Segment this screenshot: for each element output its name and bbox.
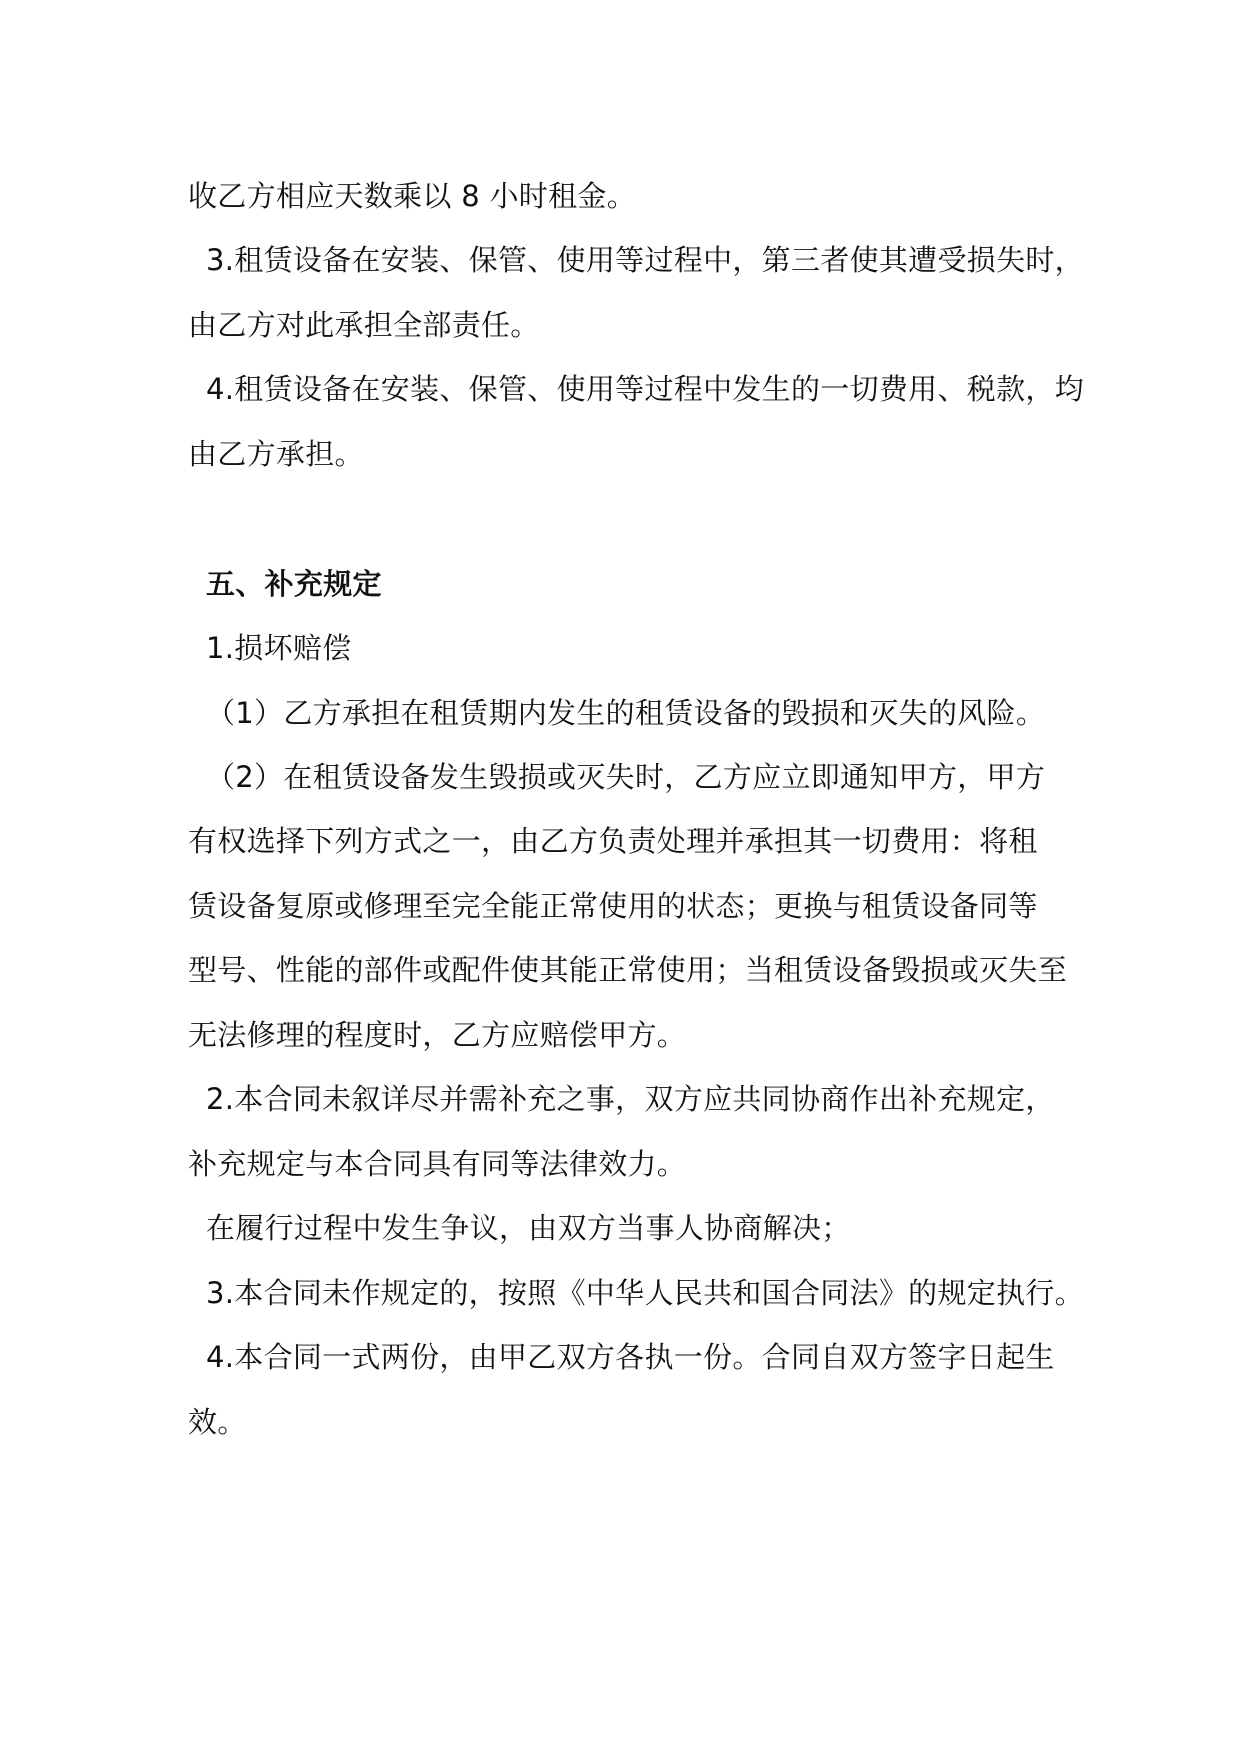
text-line: 由乙方承担。: [188, 437, 364, 471]
section-heading: 五、补充规定: [206, 567, 382, 601]
text-line: 2.本合同未叙详尽并需补充之事，双方应共同协商作出补充规定，: [206, 1082, 1055, 1116]
text-line: 由乙方对此承担全部责任。: [188, 308, 540, 342]
text-line: （2）在租赁设备发生毁损或灭失时，乙方应立即通知甲方，甲方: [206, 760, 1046, 794]
text-line: 型号、性能的部件或配件使其能正常使用；当租赁设备毁损或灭失至: [188, 953, 1068, 987]
text-line: 3.本合同未作规定的，按照《中华人民共和国合同法》的规定执行。: [206, 1276, 1084, 1310]
text-line: （1）乙方承担在租赁期内发生的租赁设备的毁损和灭失的风险。: [206, 696, 1046, 730]
text-line: 效。: [188, 1405, 247, 1439]
text-line: 收乙方相应天数乘以 8 小时租金。: [188, 179, 636, 213]
text-line: 在履行过程中发生争议，由双方当事人协商解决；: [206, 1211, 851, 1245]
text-line: 1.损坏赔偿: [206, 631, 352, 665]
text-line: 赁设备复原或修理至完全能正常使用的状态；更换与租赁设备同等: [188, 889, 1038, 923]
text-line: 4.本合同一式两份，由甲乙双方各执一份。合同自双方签字日起生: [206, 1340, 1055, 1374]
text-line: 补充规定与本合同具有同等法律效力。: [188, 1147, 687, 1181]
text-line: 无法修理的程度时，乙方应赔偿甲方。: [188, 1018, 687, 1052]
text-line: 4.租赁设备在安装、保管、使用等过程中发生的一切费用、税款，均: [206, 372, 1084, 406]
text-line: 3.租赁设备在安装、保管、使用等过程中，第三者使其遭受损失时，: [206, 243, 1084, 277]
text-line: 有权选择下列方式之一，由乙方负责处理并承担其一切费用：将租: [188, 824, 1038, 858]
